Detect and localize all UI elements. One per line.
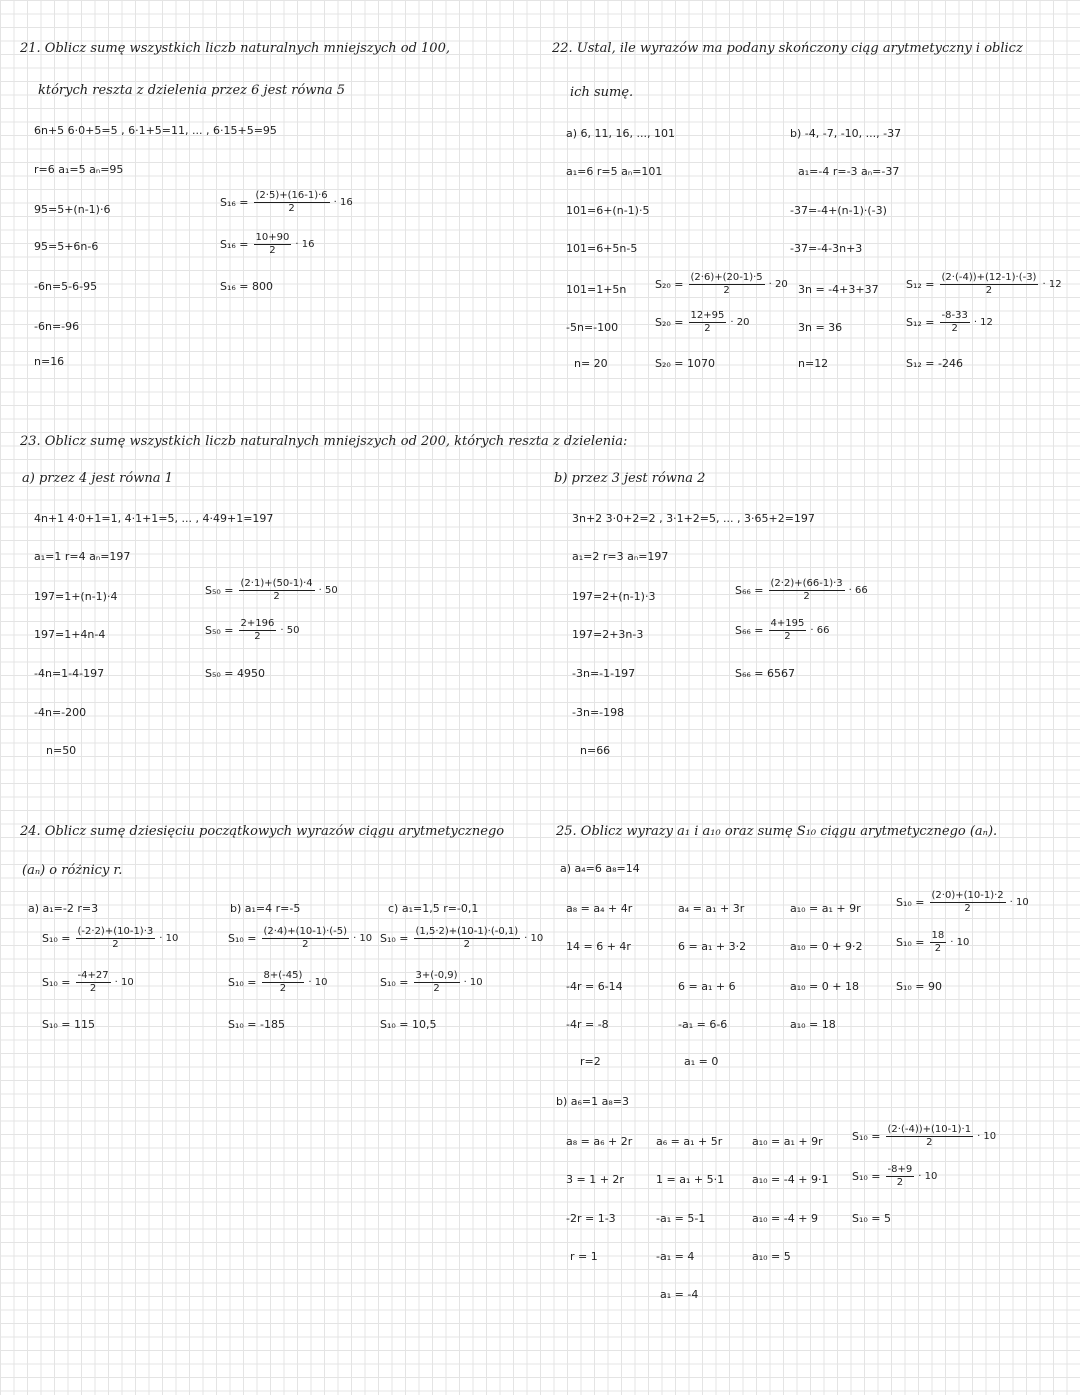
- p25b-line: -a₁ = 4: [656, 1250, 695, 1263]
- p24b-sum-formula: S₁₀ = $\frac{8+(-45)}{2}$ · 10: [228, 970, 328, 994]
- p25b-line: a₈ = a₆ + 2r: [566, 1135, 633, 1148]
- problem-22-title: 22. Ustal, ile wyrazów ma podany skończony ciąg arytmetyczny i oblicz: [552, 41, 1023, 56]
- p25b-line: a₁₀ = 5: [752, 1250, 791, 1263]
- p21-line: 6n+5 6·0+5=5 , 6·1+5=11, ... , 6·15+5=95: [34, 124, 277, 137]
- p22b-sum-result: S₁₂ = -246: [906, 357, 963, 370]
- p21-line: -6n=5-6-95: [34, 280, 98, 293]
- p25b-line: a₆ = a₁ + 5r: [656, 1135, 723, 1148]
- p22b-line: -37=-4+(n-1)·(-3): [790, 204, 887, 217]
- p22a-line: -5n=-100: [566, 321, 619, 334]
- p25b-line: 1 = a₁ + 5·1: [656, 1173, 725, 1186]
- p21-line: 95=5+(n-1)·6: [34, 203, 111, 216]
- p23a-sum-result: S₅₀ = 4950: [205, 667, 266, 680]
- p24c-sum-formula: S₁₀ = $\frac{(1,5\cdot 2)+(10-1)\cdot(-0,1)}{2}$ · 10: [380, 926, 544, 950]
- p23b-line: 3n+2 3·0+2=2 , 3·1+2=5, ... , 3·65+2=197: [572, 512, 815, 525]
- p25b-sum-formula: S₁₀ = $\frac{(2\cdot(-4))+(10-1)\cdot 1}{2}$ · 10: [852, 1124, 997, 1148]
- p21-sum-formula: S₁₆ = $\frac{10+90}{2}$ · 16: [220, 232, 315, 256]
- p24a-heading: a) a₁=-2 r=3: [28, 902, 99, 915]
- p23a-line: a₁=1 r=4 aₙ=197: [34, 550, 131, 563]
- p25a-line: -4r = 6-14: [566, 980, 623, 993]
- p22a-sum-formula: S₂₀ = $\frac{12+95}{2}$ · 20: [655, 310, 750, 334]
- p21-line: n=16: [34, 355, 65, 368]
- p25a-sum-formula: S₁₀ = $\frac{(2\cdot 0)+(10-1)\cdot 2}{2}$ · 10: [896, 890, 1029, 914]
- p23b-line: a₁=2 r=3 aₙ=197: [572, 550, 669, 563]
- p23b-sum-result: S₆₆ = 6567: [735, 667, 796, 680]
- p25a-line: a₁ = 0: [684, 1055, 719, 1068]
- p22b-sum-formula: S₁₂ = $\frac{-8-33}{2}$ · 12: [906, 310, 993, 334]
- p25a-line: a₁₀ = a₁ + 9r: [790, 902, 861, 915]
- p25b-line: 3 = 1 + 2r: [566, 1173, 624, 1186]
- p25b-sum-formula: S₁₀ = $\frac{-8+9}{2}$ · 10: [852, 1164, 938, 1188]
- p22a-line: 101=1+5n: [566, 283, 627, 296]
- p24a-sum-formula: S₁₀ = $\frac{(-2\cdot 2)+(10-1)\cdot 3}{2}$ · 10: [42, 926, 179, 950]
- p22b-line: 3n = -4+3+37: [798, 283, 879, 296]
- p25b-line: a₁₀ = -4 + 9: [752, 1212, 818, 1225]
- p25a-line: a₈ = a₄ + 4r: [566, 902, 633, 915]
- p23a-line: 197=1+(n-1)·4: [34, 590, 118, 603]
- p23b-line: 197=2+3n-3: [572, 628, 644, 641]
- p22a-line: 101=6+5n-5: [566, 242, 638, 255]
- p22b-line: a₁=-4 r=-3 aₙ=-37: [798, 165, 900, 178]
- p22a-line: n= 20: [574, 357, 608, 370]
- problem-24-title-cont: (aₙ) o różnicy r.: [22, 863, 123, 878]
- p23a-sum-formula: S₅₀ = $\frac{2+196}{2}$ · 50: [205, 618, 300, 642]
- p25a-line: a₁₀ = 0 + 18: [790, 980, 859, 993]
- p21-line: r=6 a₁=5 aₙ=95: [34, 163, 124, 176]
- p22b-line: n=12: [798, 357, 829, 370]
- problem-24-title: 24. Oblicz sumę dziesięciu początkowych wyrazów ciągu arytmetycznego: [20, 824, 505, 839]
- p23a-line: 197=1+4n-4: [34, 628, 106, 641]
- p23b-line: 197=2+(n-1)·3: [572, 590, 656, 603]
- p25a-heading: a) a₄=6 a₈=14: [560, 862, 640, 875]
- p24b-sum-formula: S₁₀ = $\frac{(2\cdot 4)+(10-1)\cdot(-5)}{2}$ · 10: [228, 926, 373, 950]
- p25a-line: 14 = 6 + 4r: [566, 940, 631, 953]
- p24a-sum-result: S₁₀ = 115: [42, 1018, 96, 1031]
- p23b-heading: b) przez 3 jest równa 2: [554, 471, 706, 486]
- p23b-sum-formula: S₆₆ = $\frac{4+195}{2}$ · 66: [735, 618, 830, 642]
- p22b-line: 3n = 36: [798, 321, 843, 334]
- p25b-line: -a₁ = 5-1: [656, 1212, 706, 1225]
- p25a-line: a₁₀ = 18: [790, 1018, 836, 1031]
- p25a-line: 6 = a₁ + 6: [678, 980, 736, 993]
- problem-25-title: 25. Oblicz wyrazy a₁ i a₁₀ oraz sumę S₁₀ ciągu arytmetycznego (aₙ).: [556, 824, 998, 839]
- p25b-line: a₁₀ = -4 + 9·1: [752, 1173, 829, 1186]
- p24c-sum-result: S₁₀ = 10,5: [380, 1018, 437, 1031]
- p24c-sum-formula: S₁₀ = $\frac{3+(-0,9)}{2}$ · 10: [380, 970, 483, 994]
- p25a-sum-formula: S₁₀ = $\frac{18}{2}$ · 10: [896, 930, 970, 954]
- p22b-line: b) -4, -7, -10, ..., -37: [790, 127, 902, 140]
- problem-21-title: 21. Oblicz sumę wszystkich liczb naturalnych mniejszych od 100,: [20, 41, 450, 56]
- p24b-sum-result: S₁₀ = -185: [228, 1018, 285, 1031]
- p24c-heading: c) a₁=1,5 r=-0,1: [388, 902, 479, 915]
- p23a-line: n=50: [46, 744, 77, 757]
- p25b-heading: b) a₆=1 a₈=3: [556, 1095, 629, 1108]
- p22a-sum-formula: S₂₀ = $\frac{(2\cdot 6)+(20-1)\cdot 5}{2}$ · 20: [655, 272, 788, 296]
- p22b-line: -37=-4-3n+3: [790, 242, 863, 255]
- p21-line: 95=5+6n-6: [34, 240, 99, 253]
- p25a-line: a₄ = a₁ + 3r: [678, 902, 745, 915]
- problem-23-title: 23. Oblicz sumę wszystkich liczb naturalnych mniejszych od 200, których reszta z dzielenia:: [20, 434, 628, 449]
- p23a-line: 4n+1 4·0+1=1, 4·1+1=5, ... , 4·49+1=197: [34, 512, 274, 525]
- problem-21-title-cont: których reszta z dzielenia przez 6 jest równa 5: [38, 83, 345, 98]
- p25a-sum-result: S₁₀ = 90: [896, 980, 943, 993]
- p25b-line: a₁ = -4: [660, 1288, 699, 1301]
- p21-sum-formula: S₁₆ = $\frac{(2\cdot 5)+(16-1)\cdot 6}{2}$ · 16: [220, 190, 353, 214]
- problem-22-title-cont: ich sumę.: [570, 85, 634, 100]
- p23a-line: -4n=-200: [34, 706, 87, 719]
- p23b-line: n=66: [580, 744, 611, 757]
- p25a-line: -a₁ = 6-6: [678, 1018, 728, 1031]
- p24b-heading: b) a₁=4 r=-5: [230, 902, 301, 915]
- p24a-sum-formula: S₁₀ = $\frac{-4+27}{2}$ · 10: [42, 970, 134, 994]
- p25b-line: r = 1: [570, 1250, 598, 1263]
- p25a-line: r=2: [580, 1055, 601, 1068]
- p22a-line: a₁=6 r=5 aₙ=101: [566, 165, 663, 178]
- p22a-sum-result: S₂₀ = 1070: [655, 357, 716, 370]
- p21-sum-result: S₁₆ = 800: [220, 280, 274, 293]
- p22a-line: 101=6+(n-1)·5: [566, 204, 650, 217]
- p23a-heading: a) przez 4 jest równa 1: [22, 471, 173, 486]
- p23a-line: -4n=1-4-197: [34, 667, 105, 680]
- p25a-line: -4r = -8: [566, 1018, 609, 1031]
- p25b-line: -2r = 1-3: [566, 1212, 616, 1225]
- p23b-line: -3n=-198: [572, 706, 625, 719]
- p23b-line: -3n=-1-197: [572, 667, 636, 680]
- p25b-sum-result: S₁₀ = 5: [852, 1212, 892, 1225]
- p25a-line: 6 = a₁ + 3·2: [678, 940, 747, 953]
- p21-line: -6n=-96: [34, 320, 80, 333]
- p23a-sum-formula: S₅₀ = $\frac{(2\cdot 1)+(50-1)\cdot 4}{2}$ · 50: [205, 578, 338, 602]
- p25a-line: a₁₀ = 0 + 9·2: [790, 940, 863, 953]
- p22b-sum-formula: S₁₂ = $\frac{(2\cdot(-4))+(12-1)\cdot(-3)}{2}$ · 12: [906, 272, 1062, 296]
- p25b-line: a₁₀ = a₁ + 9r: [752, 1135, 823, 1148]
- p23b-sum-formula: S₆₆ = $\frac{(2\cdot 2)+(66-1)\cdot 3}{2}$ · 66: [735, 578, 868, 602]
- p22a-line: a) 6, 11, 16, ..., 101: [566, 127, 675, 140]
